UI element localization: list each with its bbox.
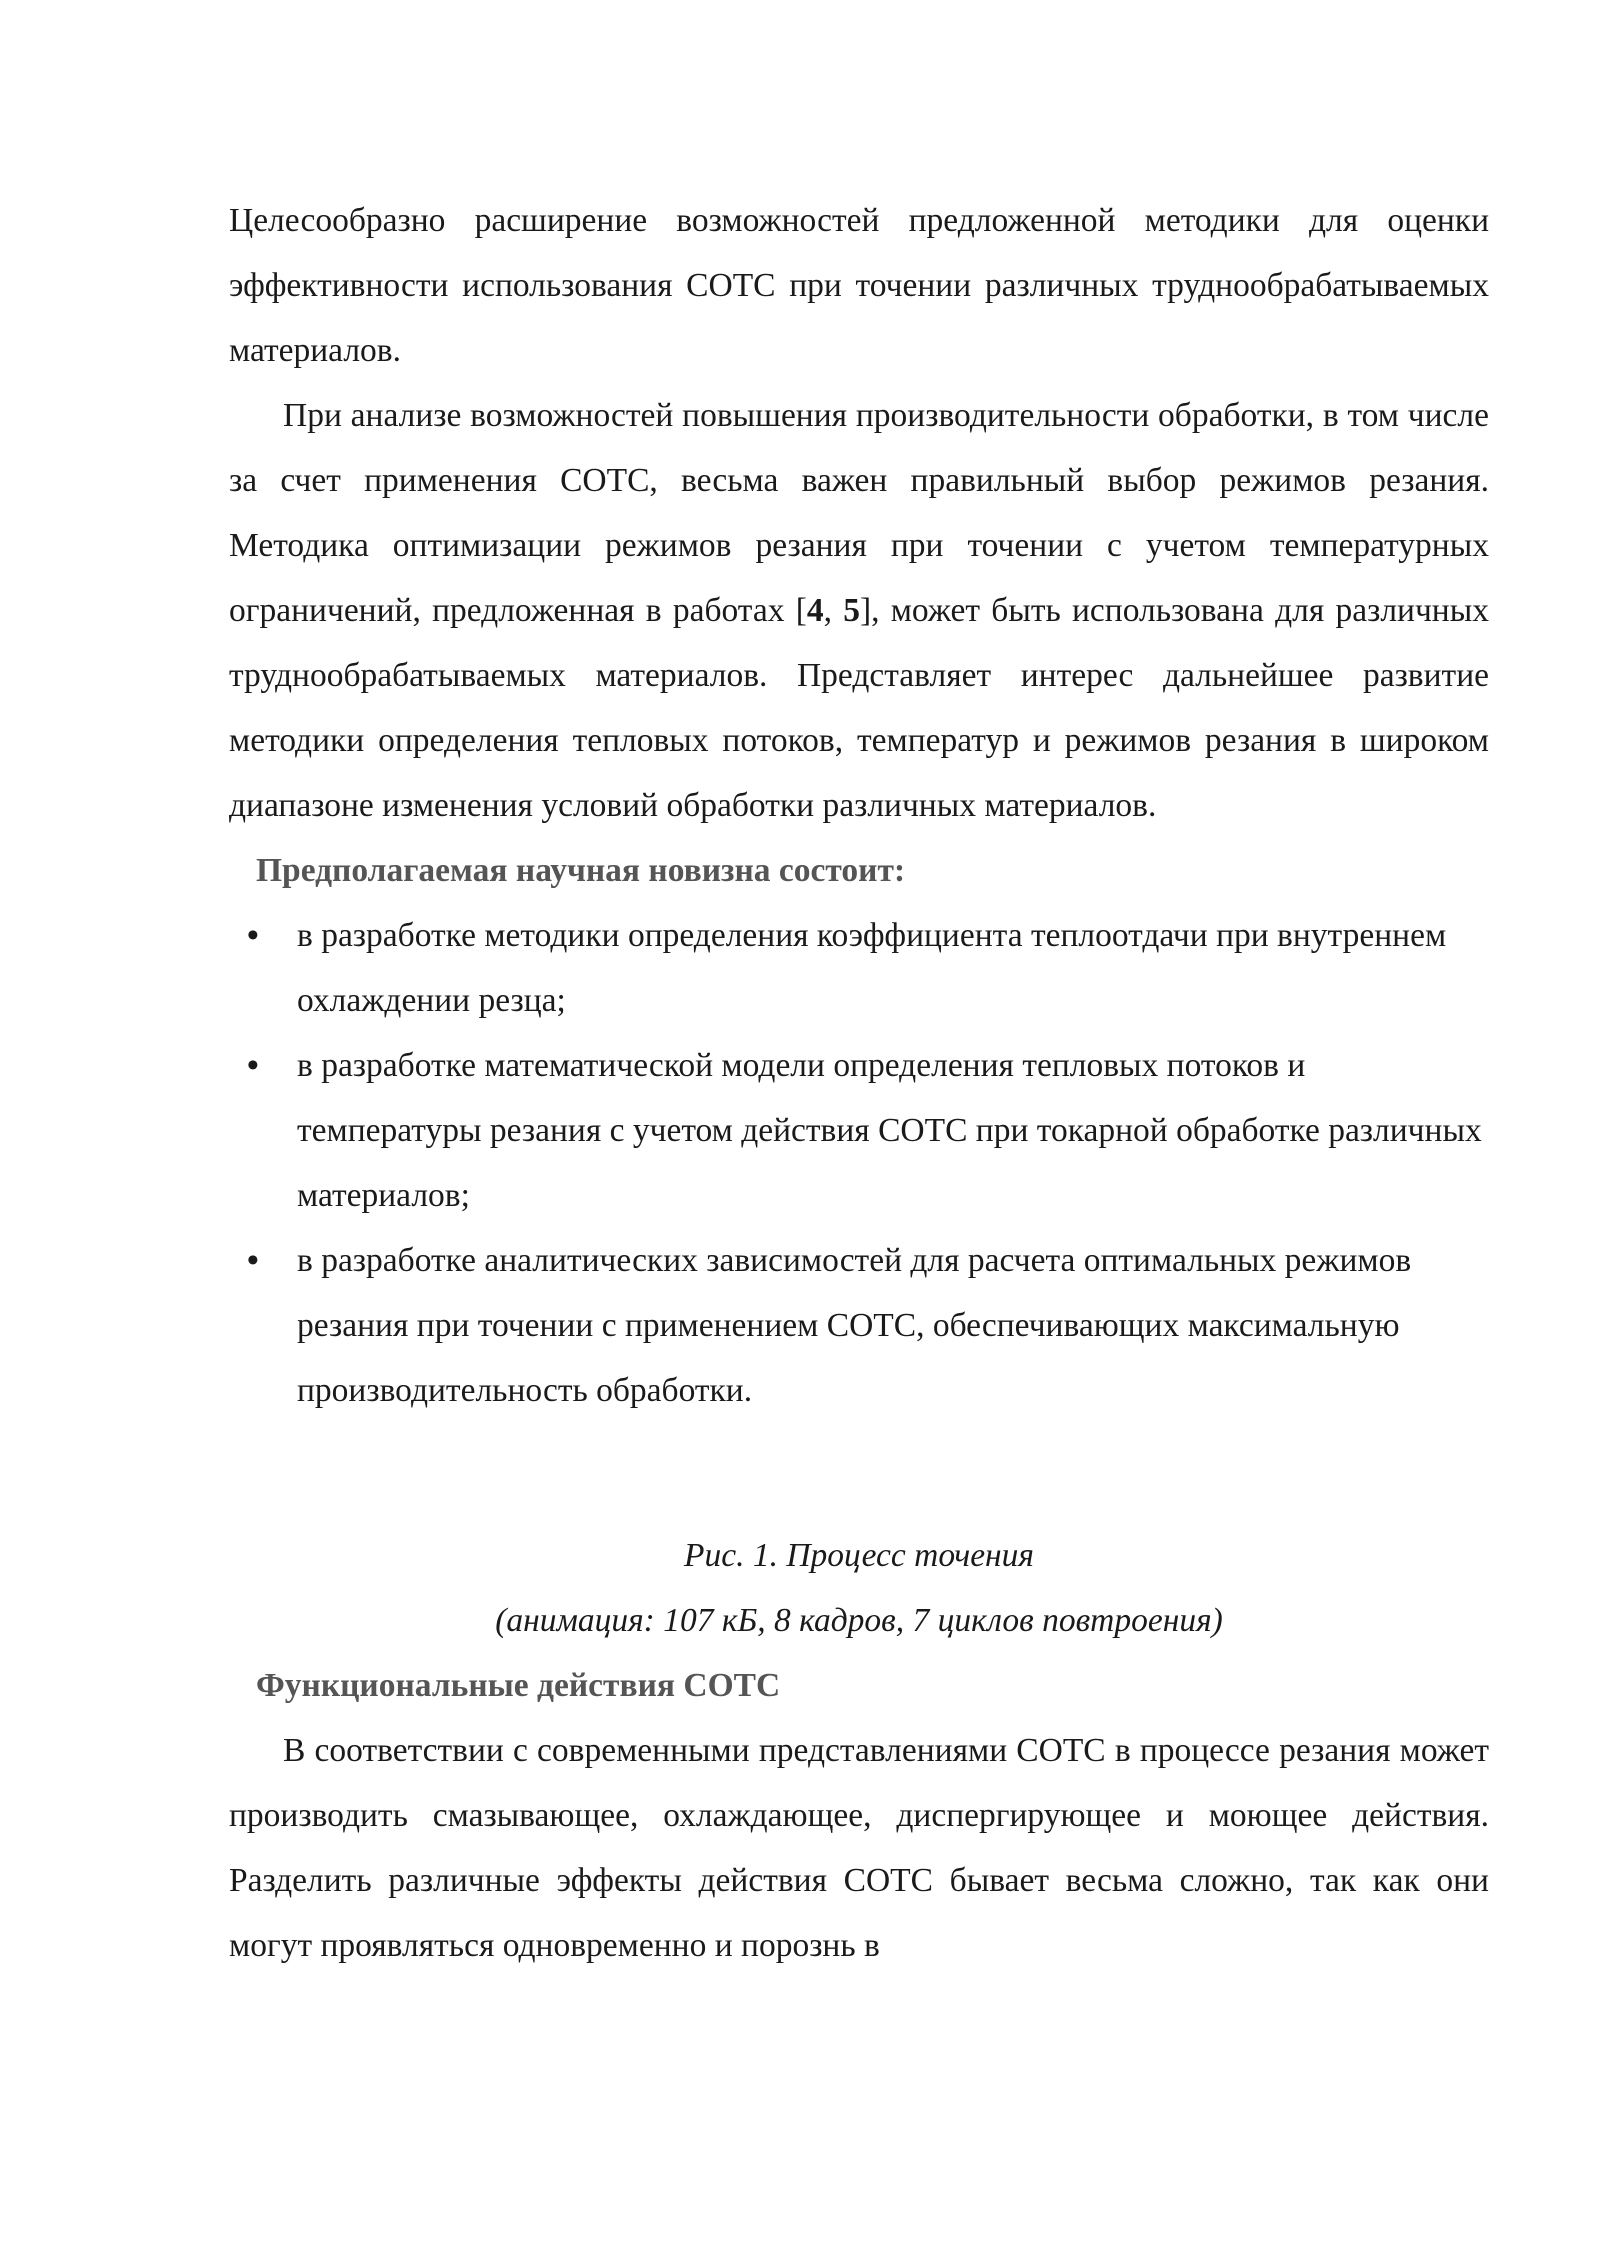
paragraph-intro: Целесообразно расширение возможностей предложенной методики для оценки эффективности использования СОТС при точении различных труднообрабатываемых материалов. <box>229 202 1489 369</box>
reference-4: 4 <box>806 592 824 629</box>
paragraph-analysis <box>229 383 1489 838</box>
figure-subcaption: (анимация: 107 кБ, 8 кадров, 7 циклов повтроения) <box>495 1602 1223 1639</box>
bullet-icon: • <box>247 917 259 954</box>
reference-separator: , <box>823 592 844 629</box>
paragraph-analysis-text-start: При анализе возможностей повышения производительности обработки, в том числе за счет применения СОТС, весьма важен правильный выбор режимов резания. Методика оптимизации режимов резания при точении с учетом температурных ограничений, предложенная в работах [ <box>229 397 1489 629</box>
list-item-text: в разработке методики определения коэффициента теплоотдачи при внутреннем охлаждении резца; <box>297 917 1447 1019</box>
figure-caption: Рис. 1. Процесс точения <box>683 1537 1035 1574</box>
novelty-heading: Предполагаемая научная новизна состоит: <box>256 852 906 889</box>
novelty-list <box>229 903 1489 1423</box>
section-heading: Функциональные действия СОТС <box>256 1667 781 1704</box>
list-item <box>229 1033 1489 1228</box>
document-page <box>229 188 1489 1978</box>
paragraph-analysis-text-end: ], может быть использована для различных труднообрабатываемых материалов. Представляет интерес дальнейшее развитие методики определения тепловых потоков, температур и режимов резания в широком диапазоне изменения условий обработки различных материалов. <box>229 592 1489 824</box>
list-item <box>229 903 1489 1033</box>
list-item <box>229 1228 1489 1423</box>
figure-spacer <box>229 1423 1489 1523</box>
paragraph-functional-actions: В соответствии с современными представлениями СОТС в процессе резания может производить смазывающее, охлаждающее, диспергирующее и моющее действия. Разделить различные эффекты действия СОТС бывает весьма сложно, так как они могут проявляться одновременно и порознь в <box>229 1732 1489 1964</box>
bullet-icon: • <box>247 1242 259 1279</box>
reference-5: 5 <box>843 592 860 629</box>
list-item-text: в разработке аналитических зависимостей для расчета оптимальных режимов резания при точении с применением СОТС, обеспечивающих максимальную производительность обработки. <box>297 1242 1412 1409</box>
bullet-icon: • <box>247 1047 259 1084</box>
list-item-text: в разработке математической модели определения тепловых потоков и температуры резания с учетом действия СОТС при токарной обработке различных материалов; <box>297 1047 1482 1214</box>
